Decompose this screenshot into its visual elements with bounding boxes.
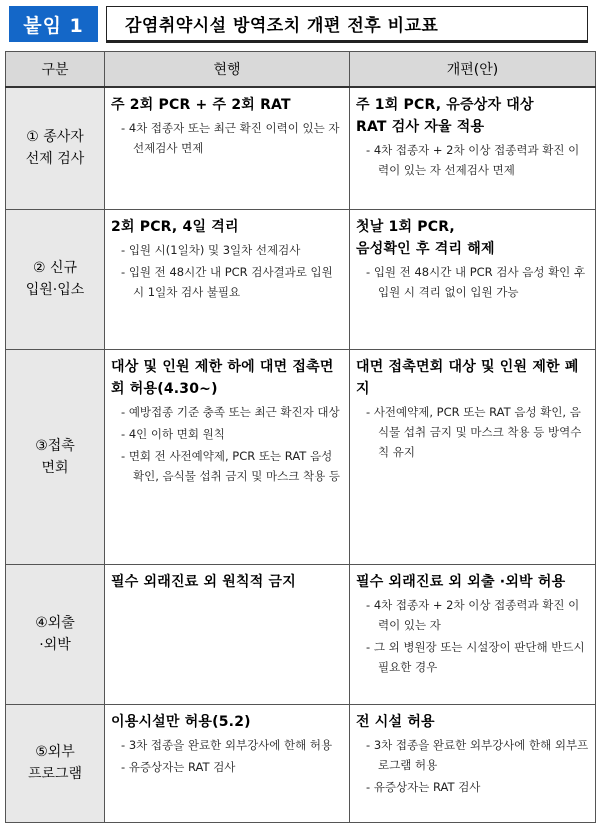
row-category: ⑤외부 프로그램	[6, 704, 105, 822]
current-bullet: - 예방접종 기준 충족 또는 최근 확진자 대상	[111, 402, 343, 422]
current-bullet: - 입원 전 48시간 내 PCR 검사결과로 입원 시 1일차 검사 불필요	[111, 262, 343, 302]
revised-bullet: - 3차 접종을 완료한 외부강사에 한해 외부프로그램 허용	[356, 735, 589, 775]
revised-bullet: - 입원 전 48시간 내 PCR 검사 음성 확인 후 입원 시 격리 없이 입원 가능	[356, 262, 589, 302]
current-headline: 필수 외래진료 외 원칙적 금지	[111, 573, 296, 590]
current-cell	[105, 209, 350, 349]
revised-bullet: - 그 외 병원장 또는 시설장이 판단해 반드시 필요한 경우	[356, 637, 589, 677]
column-header-current: 현행	[105, 52, 350, 88]
table-row	[6, 87, 596, 209]
current-headline: 주 2회 PCR + 주 2회 RAT	[111, 97, 291, 113]
current-bullet: - 면회 전 사전예약제, PCR 또는 RAT 음성 확인, 음식물 섭취 금지 및 마스크 착용 등	[111, 446, 343, 486]
row-category: ② 신규 입원·입소	[6, 209, 105, 349]
row-category: ③접촉 면회	[6, 349, 105, 564]
page-header	[9, 6, 589, 42]
column-header-category: 구분	[6, 52, 105, 88]
revised-bullet: - 사전예약제, PCR 또는 RAT 음성 확인, 음식물 섭취 금지 및 마스크 착용 등 방역수칙 유지	[356, 402, 589, 462]
revised-bullet: - 4차 접종자 + 2차 이상 접종력과 확진 이력이 있는 자	[356, 595, 589, 635]
revised-cell	[350, 564, 596, 704]
column-header-revised: 개편(안)	[350, 52, 596, 88]
attachment-badge: 붙임 1	[9, 6, 98, 42]
document-title: 감염취약시설 방역조치 개편 전후 비교표	[106, 6, 588, 43]
current-headline: 2회 PCR, 4일 격리	[111, 218, 239, 235]
current-headline: 대상 및 인원 제한 하에 대면 접촉면회 허용(4.30~)	[111, 358, 334, 397]
current-bullet: - 유증상자는 RAT 검사	[111, 757, 343, 777]
table-header-row	[6, 52, 596, 88]
row-category: ④외출 ·외박	[6, 564, 105, 704]
table-row	[6, 564, 596, 704]
current-cell	[105, 564, 350, 704]
table-row	[6, 704, 596, 822]
current-headline: 이용시설만 허용(5.2)	[111, 713, 251, 730]
revised-cell	[350, 87, 596, 209]
revised-headline: 전 시설 허용	[356, 713, 435, 730]
row-category: ① 종사자 선제 검사	[6, 87, 105, 209]
current-cell	[105, 704, 350, 822]
revised-cell	[350, 704, 596, 822]
revised-headline: 필수 외래진료 외 외출 ·외박 허용	[356, 573, 566, 590]
current-bullet: - 3차 접종을 완료한 외부강사에 한해 허용	[111, 735, 343, 755]
current-bullet: - 4인 이하 면회 원칙	[111, 424, 343, 444]
current-cell	[105, 87, 350, 209]
revised-cell	[350, 349, 596, 564]
revised-bullet: - 유증상자는 RAT 검사	[356, 777, 589, 797]
revised-cell	[350, 209, 596, 349]
current-cell	[105, 349, 350, 564]
revised-headline: 첫날 1회 PCR, 음성확인 후 격리 해제	[356, 218, 495, 257]
revised-headline: 주 1회 PCR, 유증상자 대상 RAT 검사 자율 적용	[356, 97, 534, 135]
revised-bullet: - 4차 접종자 + 2차 이상 접종력과 확진 이력이 있는 자 선제검사 면제	[356, 140, 589, 180]
current-bullet: - 4차 접종자 또는 최근 확진 이력이 있는 자 선제검사 면제	[111, 118, 343, 158]
comparison-table	[5, 51, 596, 823]
revised-headline: 대면 접촉면회 대상 및 인원 제한 폐지	[356, 358, 579, 397]
table-row	[6, 349, 596, 564]
current-bullet: - 입원 시(1일차) 및 3일차 선제검사	[111, 240, 343, 260]
table-row	[6, 209, 596, 349]
